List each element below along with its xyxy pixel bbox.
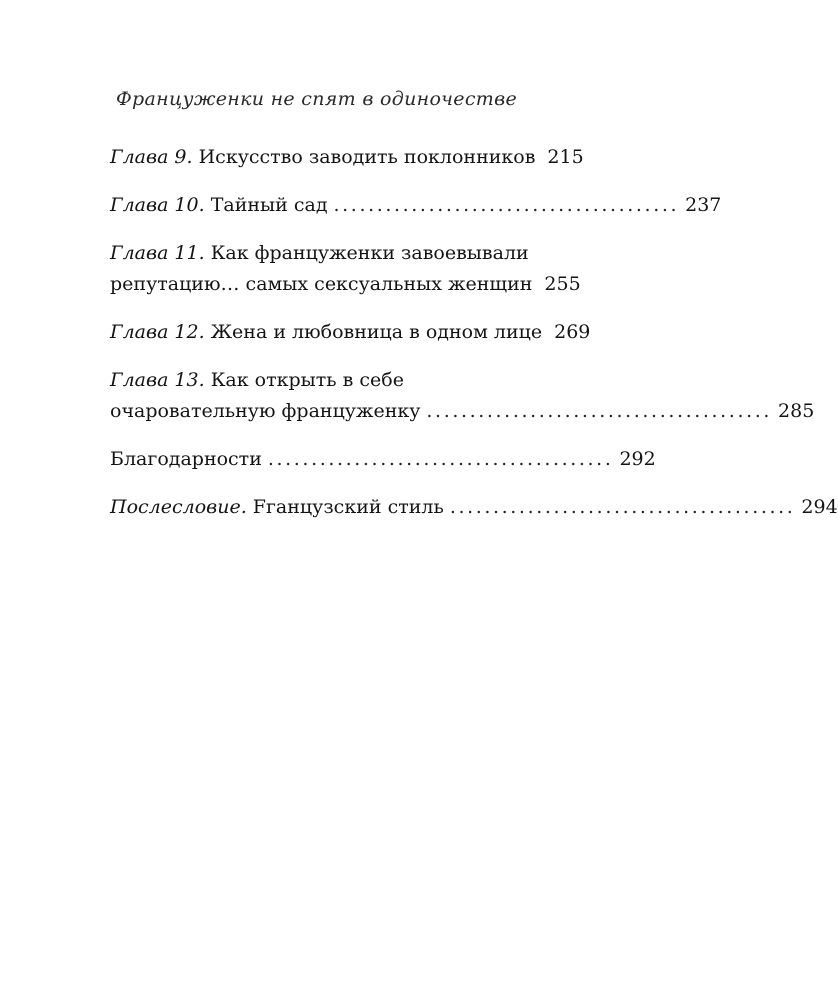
chapter-title: репутацию… самых сексуальных женщин [110, 273, 533, 295]
toc-entry[interactable] [110, 317, 591, 348]
page-number: 255 [544, 273, 581, 295]
toc-line [110, 365, 543, 396]
dot-leader: ........................................ [426, 400, 773, 422]
toc-label [110, 238, 529, 269]
toc-entry[interactable] [110, 238, 581, 300]
toc-label [110, 142, 535, 173]
toc-entry[interactable] [110, 190, 722, 221]
toc-label [110, 365, 404, 396]
chapter-title: Жена и любовница в одном лице [210, 321, 543, 343]
page-number: 294 [801, 496, 838, 518]
chapter-number: Глава 13. [110, 369, 205, 391]
page-number: 292 [619, 448, 656, 470]
table-of-contents [110, 142, 838, 540]
toc-line [110, 238, 543, 269]
chapter-number: Глава 12. [110, 321, 205, 343]
chapter-title: Как открыть в себе [210, 369, 404, 391]
toc-label [110, 396, 420, 427]
page-number: 215 [547, 146, 584, 168]
toc-entry[interactable] [110, 444, 656, 475]
toc-label [110, 444, 262, 475]
chapter-number: Глава 9. [110, 146, 193, 168]
dot-leader: ........................................ [333, 194, 680, 216]
dot-leader: ........................................ [449, 496, 796, 518]
toc-line [110, 492, 838, 523]
chapter-title: Как француженки завоевывали [210, 242, 529, 264]
toc-label [110, 269, 532, 300]
toc-label [110, 190, 328, 221]
chapter-title: очаровательную француженку [110, 400, 421, 422]
toc-line [110, 142, 584, 173]
dot-leader: ........................................ [267, 448, 614, 470]
toc-line [110, 444, 656, 475]
chapter-title: Fганцузский стиль [252, 496, 444, 518]
page-number: 269 [554, 321, 591, 343]
page-number: 237 [685, 194, 722, 216]
toc-label [110, 317, 542, 348]
toc-entry[interactable] [110, 142, 584, 173]
toc-line [110, 396, 815, 427]
toc-line [110, 269, 581, 300]
chapter-title: Тайный сад [210, 194, 328, 216]
chapter-number: Глава 11. [110, 242, 205, 264]
chapter-number: Глава 10. [110, 194, 205, 216]
chapter-title: Искусство заводить поклонников [198, 146, 536, 168]
toc-entry[interactable] [110, 492, 838, 523]
toc-line [110, 317, 591, 348]
chapter-title: Благодарности [110, 448, 262, 470]
toc-entry[interactable] [110, 365, 815, 427]
running-head: Француженки не спят в одиночестве [115, 88, 518, 110]
page-number: 285 [778, 400, 815, 422]
toc-label [110, 492, 444, 523]
chapter-number: Послесловие. [110, 496, 247, 518]
toc-line [110, 190, 722, 221]
